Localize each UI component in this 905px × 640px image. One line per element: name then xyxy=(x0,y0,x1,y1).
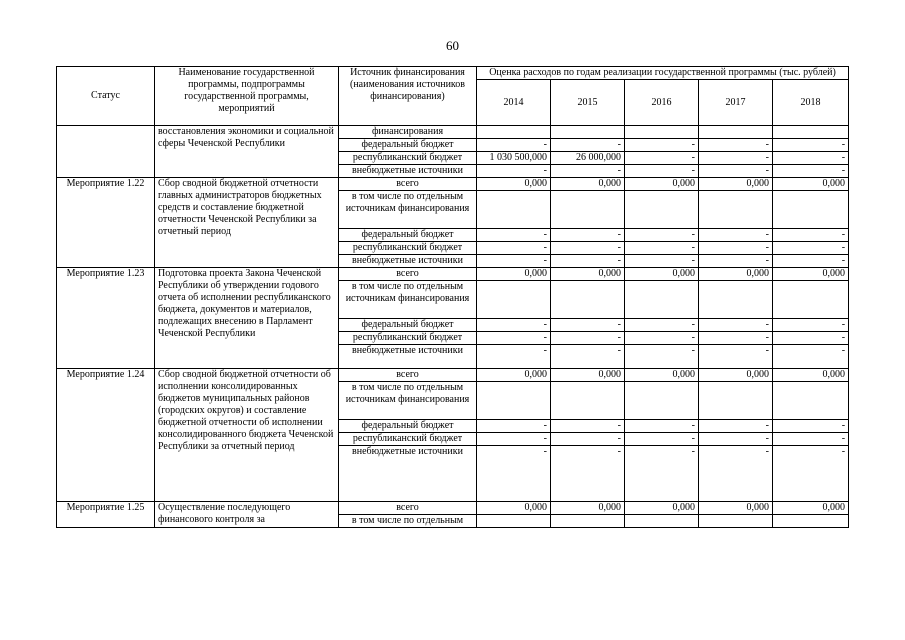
funding-source-cell: в том числе по отдельным источникам финансирования xyxy=(339,281,477,319)
funding-source-cell: в том числе по отдельным источникам финансирования xyxy=(339,191,477,229)
year-value-cell: 1 030 500,000 xyxy=(477,152,551,165)
header-status: Статус xyxy=(57,67,155,126)
year-value-cell xyxy=(699,382,773,420)
year-value-cell: 0,000 xyxy=(551,502,625,515)
year-value-cell: - xyxy=(551,433,625,446)
year-value-cell: - xyxy=(477,165,551,178)
year-value-cell: - xyxy=(551,242,625,255)
funding-source-cell: федеральный бюджет xyxy=(339,139,477,152)
year-value-cell: - xyxy=(477,242,551,255)
year-value-cell: 0,000 xyxy=(699,268,773,281)
header-source: Источник финансирования (наименования источников финансирования) xyxy=(339,67,477,126)
year-value-cell: - xyxy=(699,165,773,178)
year-value-cell xyxy=(699,281,773,319)
year-value-cell: 0,000 xyxy=(625,369,699,382)
year-value-cell: - xyxy=(551,165,625,178)
year-value-cell xyxy=(773,281,849,319)
year-value-cell: - xyxy=(551,420,625,433)
year-value-cell: - xyxy=(773,433,849,446)
year-value-cell xyxy=(477,515,551,528)
year-value-cell: - xyxy=(625,332,699,345)
status-cell: Мероприятие 1.22 xyxy=(57,178,155,268)
year-value-cell: 0,000 xyxy=(625,268,699,281)
year-value-cell: 0,000 xyxy=(625,502,699,515)
year-value-cell: - xyxy=(477,332,551,345)
header-year: 2014 xyxy=(477,80,551,126)
year-value-cell xyxy=(625,191,699,229)
funding-source-cell: в том числе по отдельным источникам финансирования xyxy=(339,382,477,420)
header-estimate: Оценка расходов по годам реализации государственной программы (тыс. рублей) xyxy=(477,67,849,80)
year-value-cell: 0,000 xyxy=(477,502,551,515)
year-value-cell: - xyxy=(625,420,699,433)
year-value-cell xyxy=(699,126,773,139)
funding-source-cell: внебюджетные источники xyxy=(339,255,477,268)
year-value-cell: - xyxy=(551,332,625,345)
year-value-cell: - xyxy=(477,420,551,433)
funding-source-cell: федеральный бюджет xyxy=(339,229,477,242)
year-value-cell: - xyxy=(551,319,625,332)
year-value-cell: - xyxy=(625,255,699,268)
year-value-cell: 0,000 xyxy=(773,502,849,515)
funding-source-cell: финансирования xyxy=(339,126,477,139)
status-cell: Мероприятие 1.25 xyxy=(57,502,155,528)
year-value-cell xyxy=(551,191,625,229)
year-value-cell: - xyxy=(699,255,773,268)
year-value-cell: - xyxy=(551,139,625,152)
year-value-cell: - xyxy=(625,139,699,152)
funding-source-cell: всего xyxy=(339,369,477,382)
year-value-cell xyxy=(773,191,849,229)
year-value-cell: - xyxy=(477,433,551,446)
header-year: 2015 xyxy=(551,80,625,126)
year-value-cell: 0,000 xyxy=(625,178,699,191)
year-value-cell: - xyxy=(699,152,773,165)
year-value-cell: - xyxy=(699,433,773,446)
year-value-cell: - xyxy=(625,446,699,502)
funding-source-cell: всего xyxy=(339,268,477,281)
budget-table xyxy=(56,66,849,528)
funding-source-cell: в том числе по отдельным xyxy=(339,515,477,528)
year-value-cell: - xyxy=(773,139,849,152)
activity-name-cell: Осуществление последующего финансового контроля за xyxy=(155,502,339,528)
year-value-cell xyxy=(699,191,773,229)
activity-name-cell: восстановления экономики и социальной сферы Чеченской Республики xyxy=(155,126,339,178)
year-value-cell: - xyxy=(625,152,699,165)
funding-source-cell: республиканский бюджет xyxy=(339,152,477,165)
year-value-cell: - xyxy=(551,345,625,369)
year-value-cell: - xyxy=(477,319,551,332)
activity-name-cell: Подготовка проекта Закона Чеченской Республики об утверждении годового отчета об исполнении республиканского бюджета, документов и материалов, подлежащих внесению в Парламент Чеченской Республики xyxy=(155,268,339,369)
year-value-cell: 0,000 xyxy=(551,369,625,382)
year-value-cell: - xyxy=(773,229,849,242)
table-body xyxy=(57,126,849,528)
year-value-cell: 0,000 xyxy=(699,178,773,191)
year-value-cell xyxy=(477,191,551,229)
funding-source-cell: внебюджетные источники xyxy=(339,345,477,369)
year-value-cell: - xyxy=(773,446,849,502)
year-value-cell: - xyxy=(699,319,773,332)
year-value-cell: - xyxy=(477,229,551,242)
year-value-cell xyxy=(551,515,625,528)
year-value-cell: - xyxy=(773,420,849,433)
year-value-cell xyxy=(625,382,699,420)
table-row xyxy=(57,126,849,139)
header-name: Наименование государственной программы, подпрограммы государственной программы, мероприятий xyxy=(155,67,339,126)
year-value-cell: 0,000 xyxy=(551,178,625,191)
funding-source-cell: федеральный бюджет xyxy=(339,420,477,433)
year-value-cell: - xyxy=(551,229,625,242)
year-value-cell: - xyxy=(477,255,551,268)
year-value-cell: - xyxy=(699,446,773,502)
status-cell: Мероприятие 1.23 xyxy=(57,268,155,369)
funding-source-cell: республиканский бюджет xyxy=(339,242,477,255)
year-value-cell: - xyxy=(625,433,699,446)
year-value-cell xyxy=(625,281,699,319)
activity-name-cell: Сбор сводной бюджетной отчетности об исполнении консолидированных бюджетов муниципальных районов (городских округов) и составление бюджетной отчетности об исполнении консолидированного бюджета Чеченской Республики за отчетный период xyxy=(155,369,339,502)
year-value-cell: 0,000 xyxy=(773,369,849,382)
year-value-cell: - xyxy=(699,420,773,433)
status-cell: Мероприятие 1.24 xyxy=(57,369,155,502)
year-value-cell: - xyxy=(773,345,849,369)
year-value-cell: - xyxy=(773,152,849,165)
year-value-cell: 0,000 xyxy=(477,268,551,281)
funding-source-cell: республиканский бюджет xyxy=(339,332,477,345)
year-value-cell xyxy=(477,281,551,319)
year-value-cell xyxy=(477,126,551,139)
year-value-cell: - xyxy=(625,229,699,242)
year-value-cell: - xyxy=(773,255,849,268)
funding-source-cell: всего xyxy=(339,502,477,515)
year-value-cell: - xyxy=(477,139,551,152)
year-value-cell: - xyxy=(773,319,849,332)
funding-source-cell: всего xyxy=(339,178,477,191)
year-value-cell: - xyxy=(625,242,699,255)
year-value-cell: - xyxy=(699,229,773,242)
year-value-cell: - xyxy=(699,332,773,345)
year-value-cell xyxy=(773,126,849,139)
year-value-cell xyxy=(477,382,551,420)
header-year: 2018 xyxy=(773,80,849,126)
year-value-cell xyxy=(551,126,625,139)
year-value-cell: - xyxy=(699,345,773,369)
header-year: 2017 xyxy=(699,80,773,126)
table-row xyxy=(57,268,849,281)
table-row xyxy=(57,369,849,382)
year-value-cell: - xyxy=(551,446,625,502)
funding-source-cell: республиканский бюджет xyxy=(339,433,477,446)
funding-source-cell: федеральный бюджет xyxy=(339,319,477,332)
year-value-cell: - xyxy=(773,165,849,178)
year-value-cell: 0,000 xyxy=(699,502,773,515)
year-value-cell: 0,000 xyxy=(477,369,551,382)
funding-source-cell: внебюджетные источники xyxy=(339,165,477,178)
year-value-cell xyxy=(625,126,699,139)
year-value-cell: - xyxy=(699,139,773,152)
year-value-cell: - xyxy=(625,165,699,178)
year-value-cell: - xyxy=(477,446,551,502)
year-value-cell xyxy=(773,382,849,420)
year-value-cell: 0,000 xyxy=(551,268,625,281)
year-value-cell: 0,000 xyxy=(773,268,849,281)
year-value-cell xyxy=(551,281,625,319)
year-value-cell xyxy=(699,515,773,528)
year-value-cell xyxy=(773,515,849,528)
activity-name-cell: Сбор сводной бюджетной отчетности главных администраторов бюджетных средств и составление бюджетной отчетности Чеченской Республики за отчетный период xyxy=(155,178,339,268)
header-year: 2016 xyxy=(625,80,699,126)
table-row xyxy=(57,502,849,515)
year-value-cell: - xyxy=(551,255,625,268)
year-value-cell: - xyxy=(625,319,699,332)
year-value-cell: - xyxy=(625,345,699,369)
year-value-cell: 0,000 xyxy=(699,369,773,382)
year-value-cell: 0,000 xyxy=(773,178,849,191)
table-row xyxy=(57,178,849,191)
year-value-cell xyxy=(551,382,625,420)
year-value-cell: 26 000,000 xyxy=(551,152,625,165)
year-value-cell xyxy=(625,515,699,528)
year-value-cell: 0,000 xyxy=(477,178,551,191)
year-value-cell: - xyxy=(477,345,551,369)
year-value-cell: - xyxy=(773,242,849,255)
header-row-1 xyxy=(57,67,849,80)
page-number: 60 xyxy=(446,38,459,53)
year-value-cell: - xyxy=(773,332,849,345)
status-cell xyxy=(57,126,155,178)
funding-source-cell: внебюджетные источники xyxy=(339,446,477,502)
year-value-cell: - xyxy=(699,242,773,255)
